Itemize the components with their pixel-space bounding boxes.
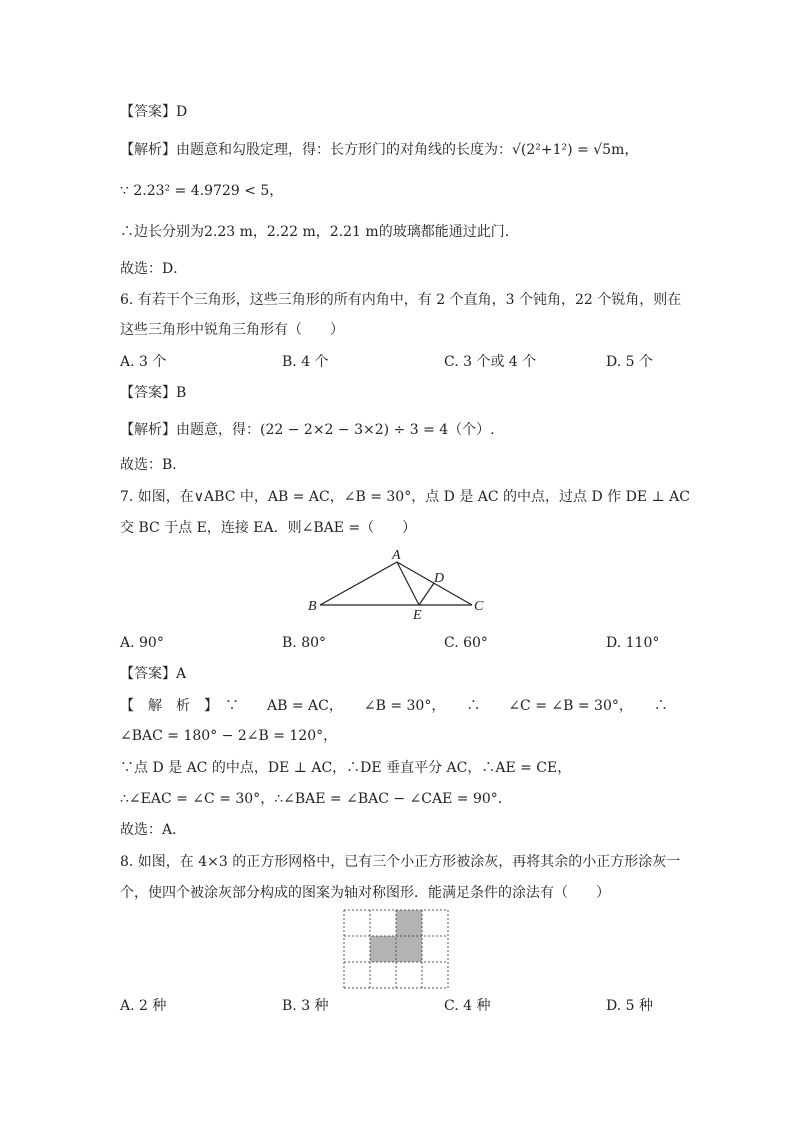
q7-option-a: A. 90° bbox=[120, 635, 164, 651]
shaded-cell bbox=[396, 910, 422, 936]
q6-analysis: 【解析】由题意，得：(22 − 2×2 − 3×2) ÷ 3 = 4（个）. bbox=[120, 422, 495, 438]
q8-stem-line1: 8. 如图，在 4×3 的正方形网格中，已有三个小正方形被涂灰，再将其余的小正方形涂灰一 bbox=[120, 854, 681, 870]
q7-answer: 【答案】A bbox=[120, 666, 187, 682]
q7-analysis-line3: ∵点 D 是 AC 的中点，DE ⊥ AC，∴DE 垂直平分 AC，∴AE = CE， bbox=[120, 760, 572, 776]
segment-ab bbox=[320, 562, 397, 605]
q5-step2: ∴边长分别为2.23 m，2.22 m，2.21 m的玻璃都能通过此门. bbox=[120, 224, 510, 240]
q6-option-d: D. 5 个 bbox=[606, 354, 653, 370]
q8-option-b: B. 3 种 bbox=[282, 998, 329, 1014]
shaded-cell bbox=[370, 936, 396, 962]
grid-figure bbox=[342, 908, 452, 990]
q5-conclusion: 故选：D． bbox=[120, 261, 188, 277]
q7-option-b: B. 80° bbox=[282, 635, 327, 651]
q6-option-b: B. 4 个 bbox=[282, 354, 329, 370]
q7-analysis-line4: ∴∠EAC = ∠C = 30°，∴∠BAE = ∠BAC − ∠CAE = 90°． bbox=[120, 791, 512, 807]
q6-option-c: C. 3 个或 4 个 bbox=[444, 354, 537, 370]
q7-analysis-line1: 【 解 析 】 ∵ AB = AC， ∠B = 30°， ∴ ∠C = ∠B = 30°， ∴ bbox=[120, 698, 668, 714]
q6-stem-line2: 这些三角形中锐角三角形有（ ） bbox=[120, 322, 344, 338]
q8-option-d: D. 5 种 bbox=[606, 998, 653, 1014]
q7-option-d: D. 110° bbox=[606, 635, 660, 651]
q5-analysis: 【解析】由题意和勾股定理，得：长方形门的对角线的长度为：√(2²+1²) = √5m， bbox=[120, 142, 639, 158]
q6-option-a: A. 3 个 bbox=[120, 354, 167, 370]
q5-step1: ∵ 2.23² = 4.9729 < 5， bbox=[120, 183, 284, 199]
q7-stem-line1: 7. 如图，在∨ABC 中，AB = AC，∠B = 30°，点 D 是 AC 的中点，过点 D 作 DE ⊥ AC bbox=[120, 489, 690, 505]
label-d: D bbox=[434, 571, 445, 586]
q8-option-c: C. 4 种 bbox=[444, 998, 491, 1014]
label-c: C bbox=[474, 599, 484, 614]
q6-answer: 【答案】B bbox=[120, 385, 187, 401]
label-b: B bbox=[308, 599, 317, 614]
q7-stem-line2: 交 BC 于点 E，连接 EA．则∠BAE =（ ） bbox=[120, 520, 417, 536]
q7-option-c: C. 60° bbox=[444, 635, 488, 651]
q8-stem-line2: 个，使四个被涂灰部分构成的图案为轴对称图形．能满足条件的涂法有（ ） bbox=[120, 885, 610, 901]
segment-de bbox=[419, 583, 434, 605]
q8-option-a: A. 2 种 bbox=[120, 998, 167, 1014]
label-a: A bbox=[392, 548, 401, 563]
q6-conclusion: 故选：B． bbox=[120, 457, 187, 473]
q5-answer: 【答案】D bbox=[120, 104, 188, 120]
shaded-cell bbox=[396, 936, 422, 962]
q6-stem-line1: 6. 有若干个三角形，这些三角形的所有内角中，有 2 个直角，3 个钝角，22 个锐角，则在 bbox=[120, 292, 682, 308]
q7-analysis-line2: ∠BAC = 180° − 2∠B = 120°， bbox=[120, 728, 338, 744]
triangle-figure bbox=[300, 540, 500, 624]
q7-conclusion: 故选：A． bbox=[120, 822, 187, 838]
label-e: E bbox=[413, 608, 422, 623]
